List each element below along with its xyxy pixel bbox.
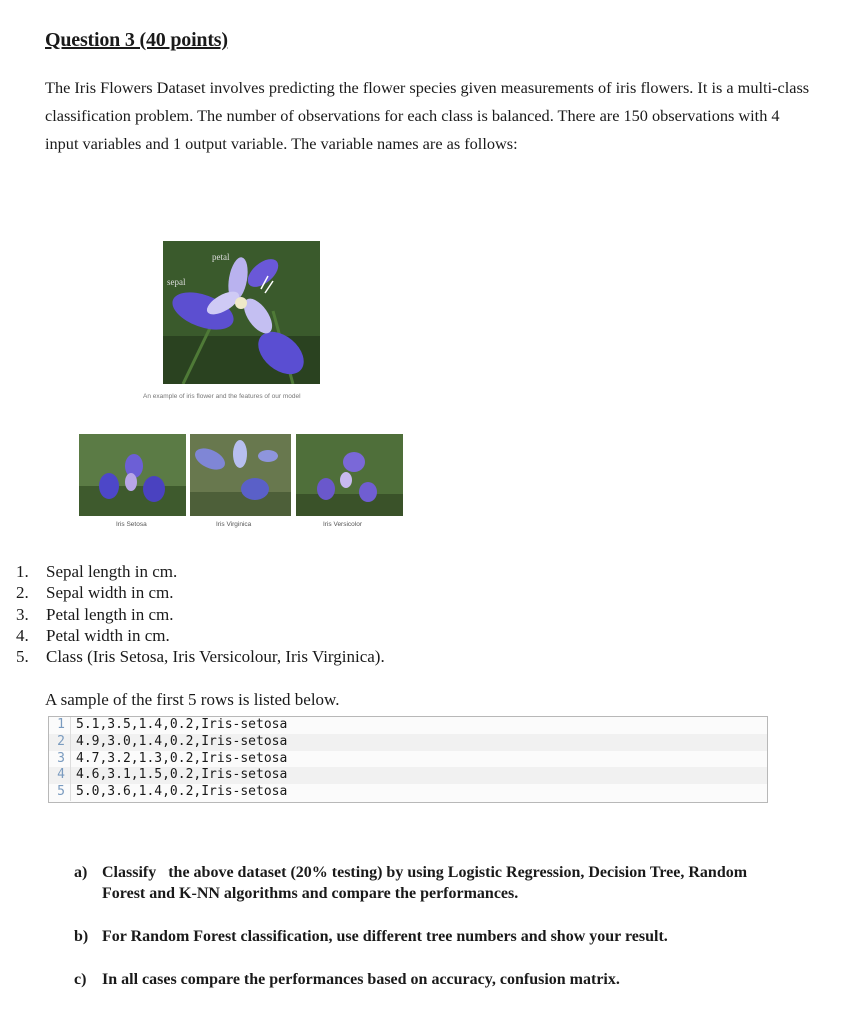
task-item [74, 862, 774, 904]
variable-list [14, 561, 385, 667]
iris-flower-illustration [163, 241, 320, 384]
code-row [49, 751, 767, 768]
code-block [48, 716, 768, 803]
iris-virginica-label: Iris Virginica [216, 521, 252, 528]
list-text: Sepal length in cm. [46, 562, 178, 581]
code-line: 5.0,3.6,1.4,0.2,Iris-setosa [76, 784, 288, 800]
iris-setosa-photo [79, 434, 186, 516]
task-letter: a) [74, 864, 88, 881]
line-number: 1 [49, 717, 71, 734]
list-text: Sepal width in cm. [46, 583, 174, 603]
task-letter: c) [74, 971, 87, 988]
list-item [14, 604, 385, 625]
line-number: 3 [49, 751, 71, 768]
question-title: Question 3 (40 points) [45, 29, 228, 51]
figure-caption: An example of iris flower and the features of our model [143, 393, 301, 400]
list-item [14, 582, 385, 603]
sample-intro: A sample of the first 5 rows is listed below. [45, 690, 340, 709]
petal-label: petal [212, 252, 230, 262]
code-line: 4.6,3.1,1.5,0.2,Iris-setosa [76, 767, 288, 783]
task-list [74, 862, 774, 1012]
list-number: 3. [16, 604, 29, 624]
code-row [49, 767, 767, 784]
list-text: Petal length in cm. [46, 604, 174, 624]
code-row [49, 784, 767, 801]
list-item [14, 646, 385, 667]
task-item [74, 969, 774, 990]
code-row [49, 734, 767, 751]
code-row [49, 717, 767, 734]
list-number: 1. [16, 562, 29, 581]
task-text: Classify the above dataset (20% testing) by using Logistic Regression, Decision Tree, Random Forest and K-NN algorithms and compare the performances. [102, 864, 752, 902]
task-text: In all cases compare the performances based on accuracy, confusion matrix. [102, 971, 620, 988]
line-number: 2 [49, 734, 71, 751]
list-number: 2. [16, 583, 29, 603]
list-item [14, 625, 385, 646]
code-line: 5.1,3.5,1.4,0.2,Iris-setosa [76, 717, 288, 732]
code-line: 4.9,3.0,1.4,0.2,Iris-setosa [76, 733, 288, 749]
code-line: 4.7,3.2,1.3,0.2,Iris-setosa [76, 750, 288, 766]
sepal-label: sepal [167, 277, 186, 287]
iris-versicolor-label: Iris Versicolor [323, 521, 363, 528]
line-number: 4 [49, 767, 71, 784]
iris-versicolor-photo [296, 434, 403, 516]
task-text: For Random Forest classification, use different tree numbers and show your result. [102, 928, 668, 945]
task-item [74, 926, 774, 947]
task-letter: b) [74, 928, 89, 945]
list-number: 4. [16, 625, 29, 645]
iris-setosa-label: Iris Setosa [116, 521, 147, 528]
intro-text: The Iris Flowers Dataset involves predicting the flower species given measurements of iris flowers. It is a multi-class classification problem. The number of observations for each class is balanced. There are 150 observations with 4 input variables and 1 output variable. The variable names are as follows: [45, 78, 810, 153]
line-number: 5 [49, 784, 71, 801]
list-text: Petal width in cm. [46, 625, 170, 645]
iris-virginica-photo [190, 434, 291, 516]
list-text: Class (Iris Setosa, Iris Versicolour, Iris Virginica). [46, 647, 385, 667]
iris-flower-photo [163, 241, 320, 384]
list-item [14, 561, 385, 582]
list-number: 5. [16, 647, 29, 667]
intro-paragraph [45, 74, 815, 158]
